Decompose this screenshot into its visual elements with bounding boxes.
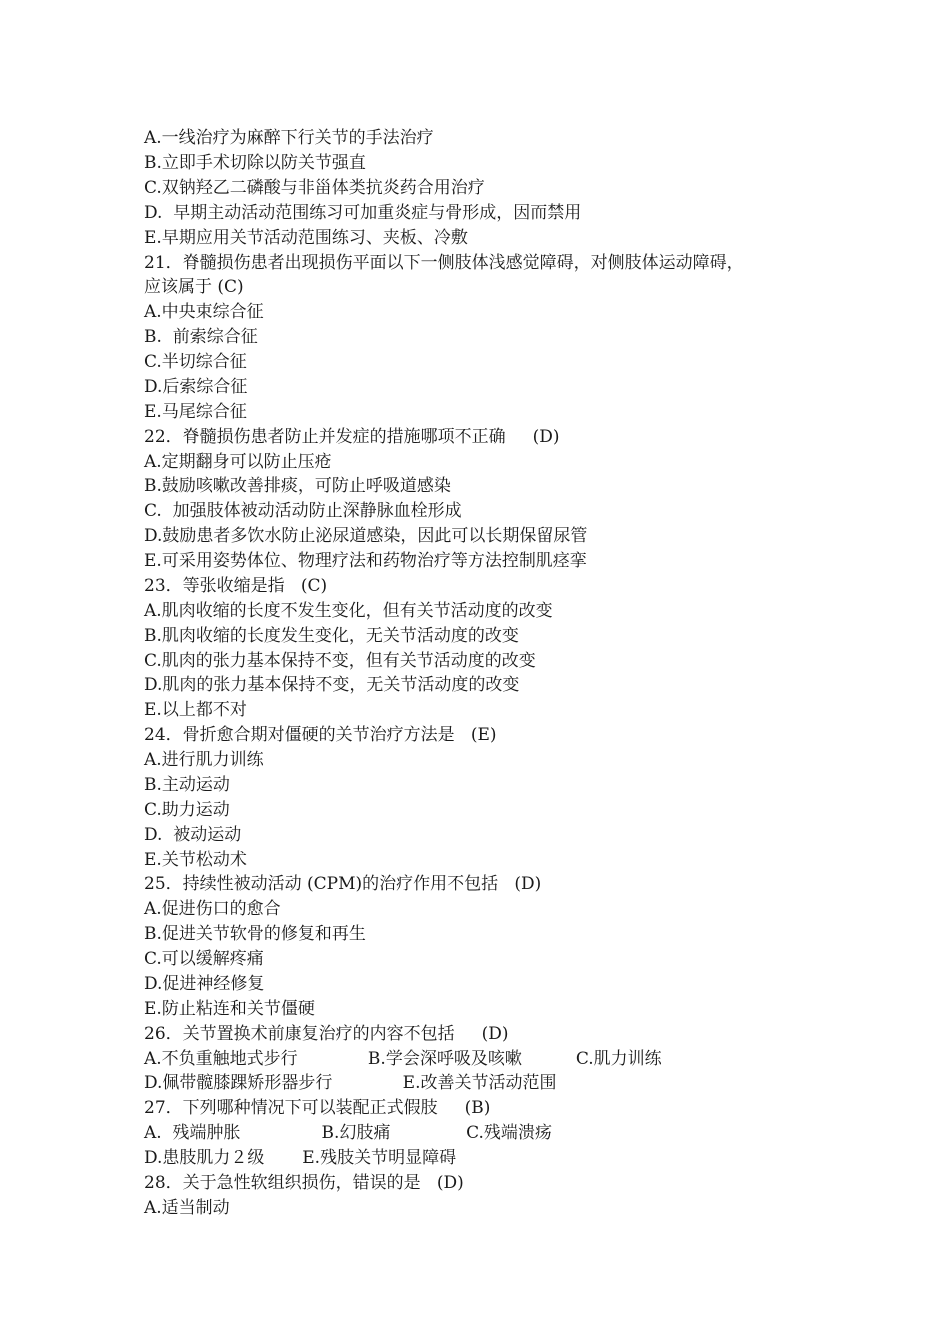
question-text: 23．等张收缩是指 (C): [144, 576, 328, 596]
question-text: 26．关节置换术前康复治疗的内容不包括 (D): [144, 1024, 509, 1044]
answer-option: C.半切综合征: [144, 352, 247, 372]
answer-option: D.后索综合征: [144, 377, 248, 397]
answer-option: A.进行肌力训练: [144, 750, 264, 770]
answer-option: B.鼓励咳嗽改善排痰，可防止呼吸道感染: [144, 476, 451, 496]
answer-option: E.关节松动术: [144, 850, 247, 870]
question-text: 24．骨折愈合期对僵硬的关节治疗方法是 (E): [144, 725, 497, 745]
answer-option: C.双钠羟乙二磷酸与非甾体类抗炎药合用治疗: [144, 178, 485, 198]
answer-option: B.肌肉收缩的长度发生变化，无关节活动度的改变: [144, 626, 519, 646]
answer-option: D.佩带髋膝踝矫形器步行 E.改善关节活动范围: [144, 1073, 557, 1093]
question-text: 21．脊髓损伤患者出现损伤平面以下一侧肢体浅感觉障碍，对侧肢体运动障碍，: [144, 253, 744, 273]
answer-option: A.肌肉收缩的长度不发生变化，但有关节活动度的改变: [144, 601, 553, 621]
answer-option: A.中央束综合征: [144, 302, 264, 322]
answer-option: A.定期翻身可以防止压疮: [144, 452, 332, 472]
answer-option: D. 被动运动: [144, 825, 242, 845]
answer-option: B.立即手术切除以防关节强直: [144, 153, 366, 173]
question-text: 25．持续性被动活动 (CPM)的治疗作用不包括 (D): [144, 874, 542, 894]
answer-option: B.主动运动: [144, 775, 230, 795]
answer-option: C. 加强肢体被动活动防止深静脉血栓形成: [144, 501, 462, 521]
answer-option: A.不负重触地式步行 B.学会深呼吸及咳嗽 C.肌力训练: [144, 1049, 662, 1069]
answer-option: E.早期应用关节活动范围练习、夹板、冷敷: [144, 228, 468, 248]
answer-option: D.促进神经修复: [144, 974, 265, 994]
question-text: 应该属于 (C): [144, 277, 244, 297]
answer-option: B.促进关节软骨的修复和再生: [144, 924, 366, 944]
question-text: 22．脊髓损伤患者防止并发症的措施哪项不正确 (D): [144, 427, 560, 447]
answer-option: A. 残端肿胀 B.幻肢痛 C.残端溃疡: [144, 1123, 552, 1143]
answer-option: A.促进伤口的愈合: [144, 899, 281, 919]
question-text: 27．下列哪种情况下可以装配正式假肢 (B): [144, 1098, 491, 1118]
answer-option: D.患肢肌力２级 E.残肢关节明显障碍: [144, 1148, 457, 1168]
answer-option: D.鼓励患者多饮水防止泌尿道感染，因此可以长期保留尿管: [144, 526, 588, 546]
answer-option: C.助力运动: [144, 800, 230, 820]
answer-option: E.防止粘连和关节僵硬: [144, 999, 315, 1019]
answer-option: A.一线治疗为麻醉下行关节的手法治疗: [144, 128, 434, 148]
question-text: 28．关于急性软组织损伤，错误的是 (D): [144, 1173, 464, 1193]
answer-option: C.肌肉的张力基本保持不变，但有关节活动度的改变: [144, 651, 536, 671]
answer-option: E.以上都不对: [144, 700, 247, 720]
answer-option: D. 早期主动活动范围练习可加重炎症与骨形成，因而禁用: [144, 203, 582, 223]
answer-option: C.可以缓解疼痛: [144, 949, 264, 969]
answer-option: A.适当制动: [144, 1198, 230, 1218]
answer-option: B. 前索综合征: [144, 327, 258, 347]
answer-option: D.肌肉的张力基本保持不变，无关节活动度的改变: [144, 675, 520, 695]
answer-option: E.可采用姿势体位、物理疗法和药物治疗等方法控制肌痉挛: [144, 551, 587, 571]
answer-option: E.马尾综合征: [144, 402, 247, 422]
